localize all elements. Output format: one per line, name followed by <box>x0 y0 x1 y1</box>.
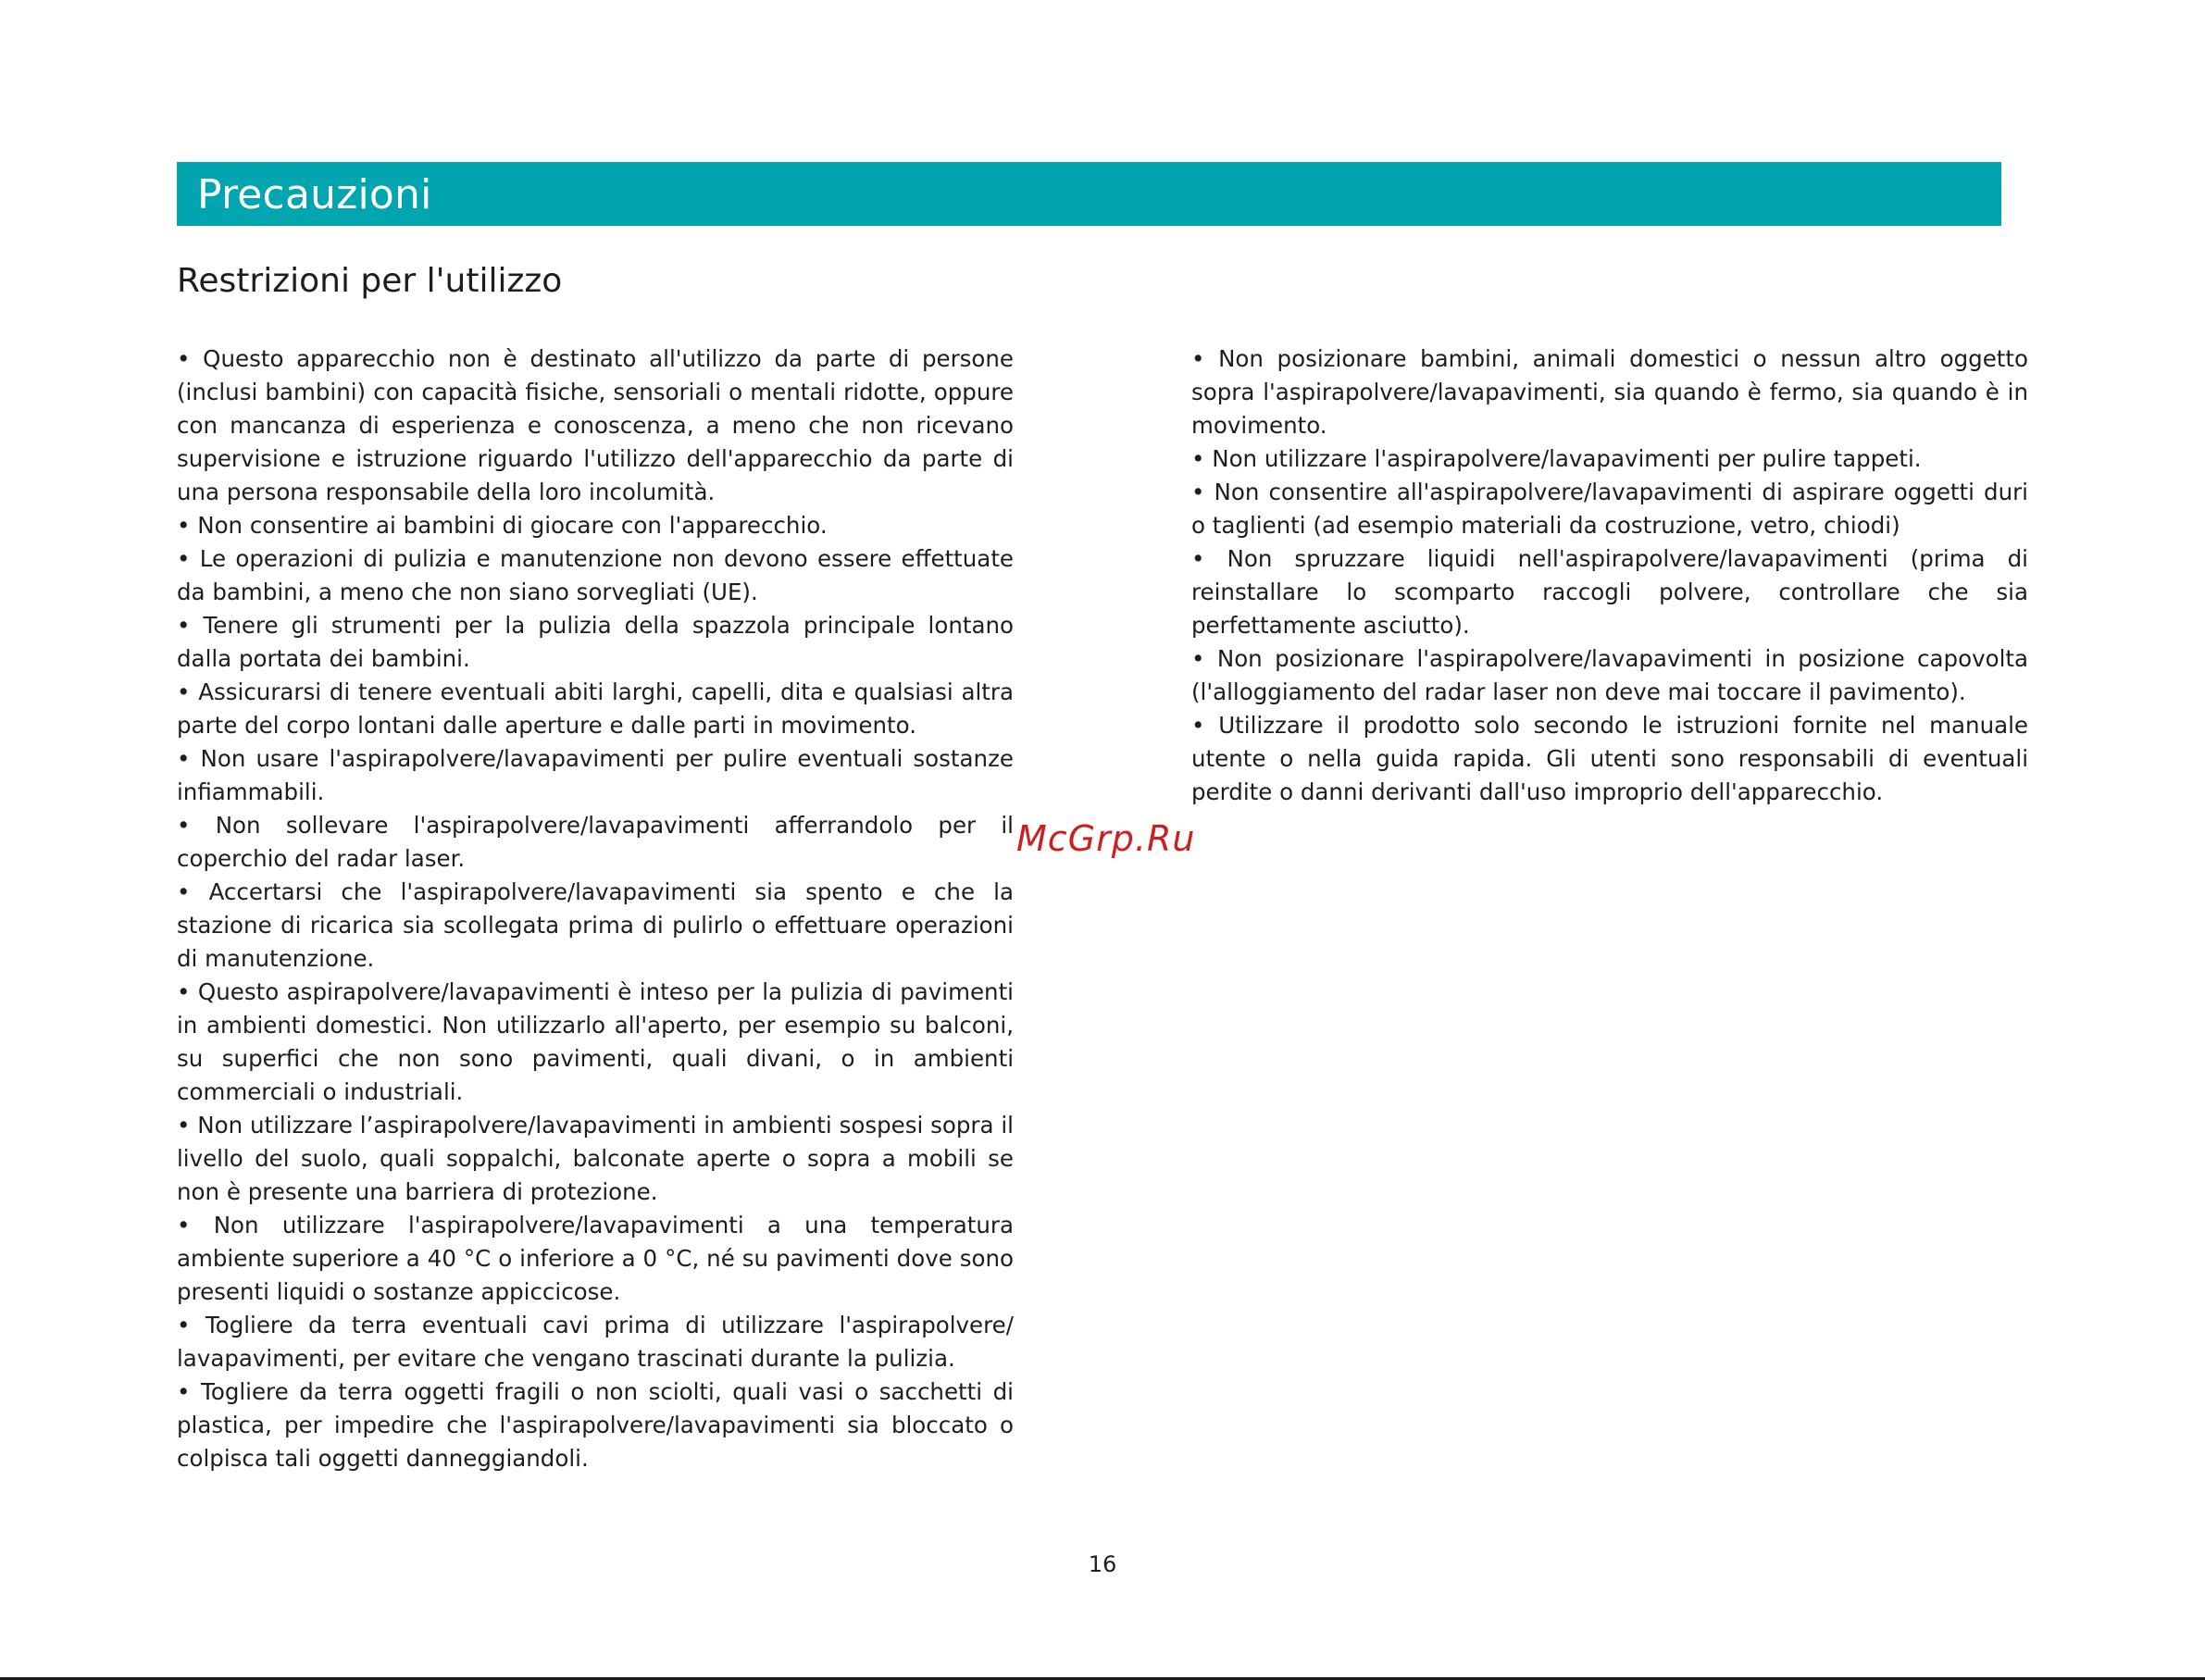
precaution-item: • Questo apparecchio non è destinato all'utilizzo da parte di persone (inclusi bambini) con capacità fisiche, sensoriali o mentali ridotte, oppure con mancanza di esperienza e conoscenza, a meno che non ricevano supervisione e istruzione riguardo l'utilizzo dell'apparecchio da parte di una persona responsabile della loro incolumità. <box>177 345 1014 505</box>
precaution-item: • Questo aspirapolvere/lavapavimenti è inteso per la pulizia di pavimenti in ambienti domestici. Non utilizzarlo all'aperto, per esempio su balconi, su superfici che non sono pavimenti, quali divani, o in ambienti commerciali o industriali. <box>177 978 1014 1105</box>
precaution-item: • Togliere da terra eventuali cavi prima di utilizzare l'aspirapolvere/ lavapavimenti, per evitare che vengano trascinati durante la pulizia. <box>177 1312 1014 1372</box>
section-header-bar <box>177 162 2001 226</box>
precaution-item: • Non utilizzare l'aspirapolvere/lavapavimenti a una temperatura ambiente superiore a 40 °C o inferiore a 0 °C, né su pavimenti dove sono presenti liquidi o sostanze appiccicose. <box>177 1212 1014 1305</box>
precaution-item: • Non posizionare bambini, animali domestici o nessun altro oggetto sopra l'aspirapolvere/lavapavimenti, sia quando è fermo, sia quando è in movimento. <box>1191 345 2028 439</box>
left-column <box>177 342 1014 1475</box>
precaution-item: • Utilizzare il prodotto solo secondo le istruzioni fornite nel manuale utente o nella guida rapida. Gli utenti sono responsabili di eventuali perdite o danni derivanti dall'uso improprio dell'apparecchio. <box>1191 712 2028 805</box>
precaution-item: • Non consentire ai bambini di giocare con l'apparecchio. <box>177 512 828 539</box>
precaution-item: • Non consentire all'aspirapolvere/lavapavimenti di aspirare oggetti duri o taglienti (ad esempio materiali da costruzione, vetro, chiodi) <box>1191 479 2028 539</box>
page-title: Precauzioni <box>197 170 432 218</box>
precaution-item: • Non posizionare l'aspirapolvere/lavapavimenti in posizione capovolta (l'alloggiamento del radar laser non deve mai toccare il pavimento). <box>1191 645 2028 705</box>
precaution-item: • Non spruzzare liquidi nell'aspirapolvere/lavapavimenti (prima di reinstallare lo scomparto raccogli polvere, controllare che sia perfettamente asciutto). <box>1191 545 2028 639</box>
right-column <box>1191 342 2028 809</box>
precaution-item: • Le operazioni di pulizia e manutenzione non devono essere effettuate da bambini, a meno che non siano sorvegliati (UE). <box>177 545 1014 605</box>
precaution-item: • Non utilizzare l'aspirapolvere/lavapavimenti per pulire tappeti. <box>1191 445 1922 472</box>
page-number: 16 <box>1088 1551 1117 1577</box>
precaution-item: • Tenere gli strumenti per la pulizia della spazzola principale lontano dalla portata dei bambini. <box>177 612 1014 672</box>
precaution-item: • Assicurarsi di tenere eventuali abiti larghi, capelli, dita e qualsiasi altra parte del corpo lontani dalle aperture e dalle parti in movimento. <box>177 678 1014 739</box>
section-title: Restrizioni per l'utilizzo <box>177 262 563 300</box>
precaution-item: • Non utilizzare l’aspirapolvere/lavapavimenti in ambienti sospesi sopra il livello del suolo, quali soppalchi, balconate aperte o sopra a mobili se non è presente una barriera di protezione. <box>177 1112 1014 1205</box>
precaution-item: • Non sollevare l'aspirapolvere/lavapavimenti afferrandolo per il coperchio del radar laser. <box>177 812 1014 872</box>
precaution-item: • Accertarsi che l'aspirapolvere/lavapavimenti sia spento e che la stazione di ricarica sia scollegata prima di pulirlo o effettuare operazioni di manutenzione. <box>177 878 1014 972</box>
precaution-item: • Non usare l'aspirapolvere/lavapavimenti per pulire eventuali sostanze infiammabili. <box>177 745 1014 805</box>
watermark: McGrp.Ru <box>1016 818 1196 859</box>
precaution-item: • Togliere da terra oggetti fragili o non sciolti, quali vasi o sacchetti di plastica, per impedire che l'aspirapolvere/lavapavimenti sia bloccato o colpisca tali oggetti danneggiandoli. <box>177 1378 1014 1472</box>
